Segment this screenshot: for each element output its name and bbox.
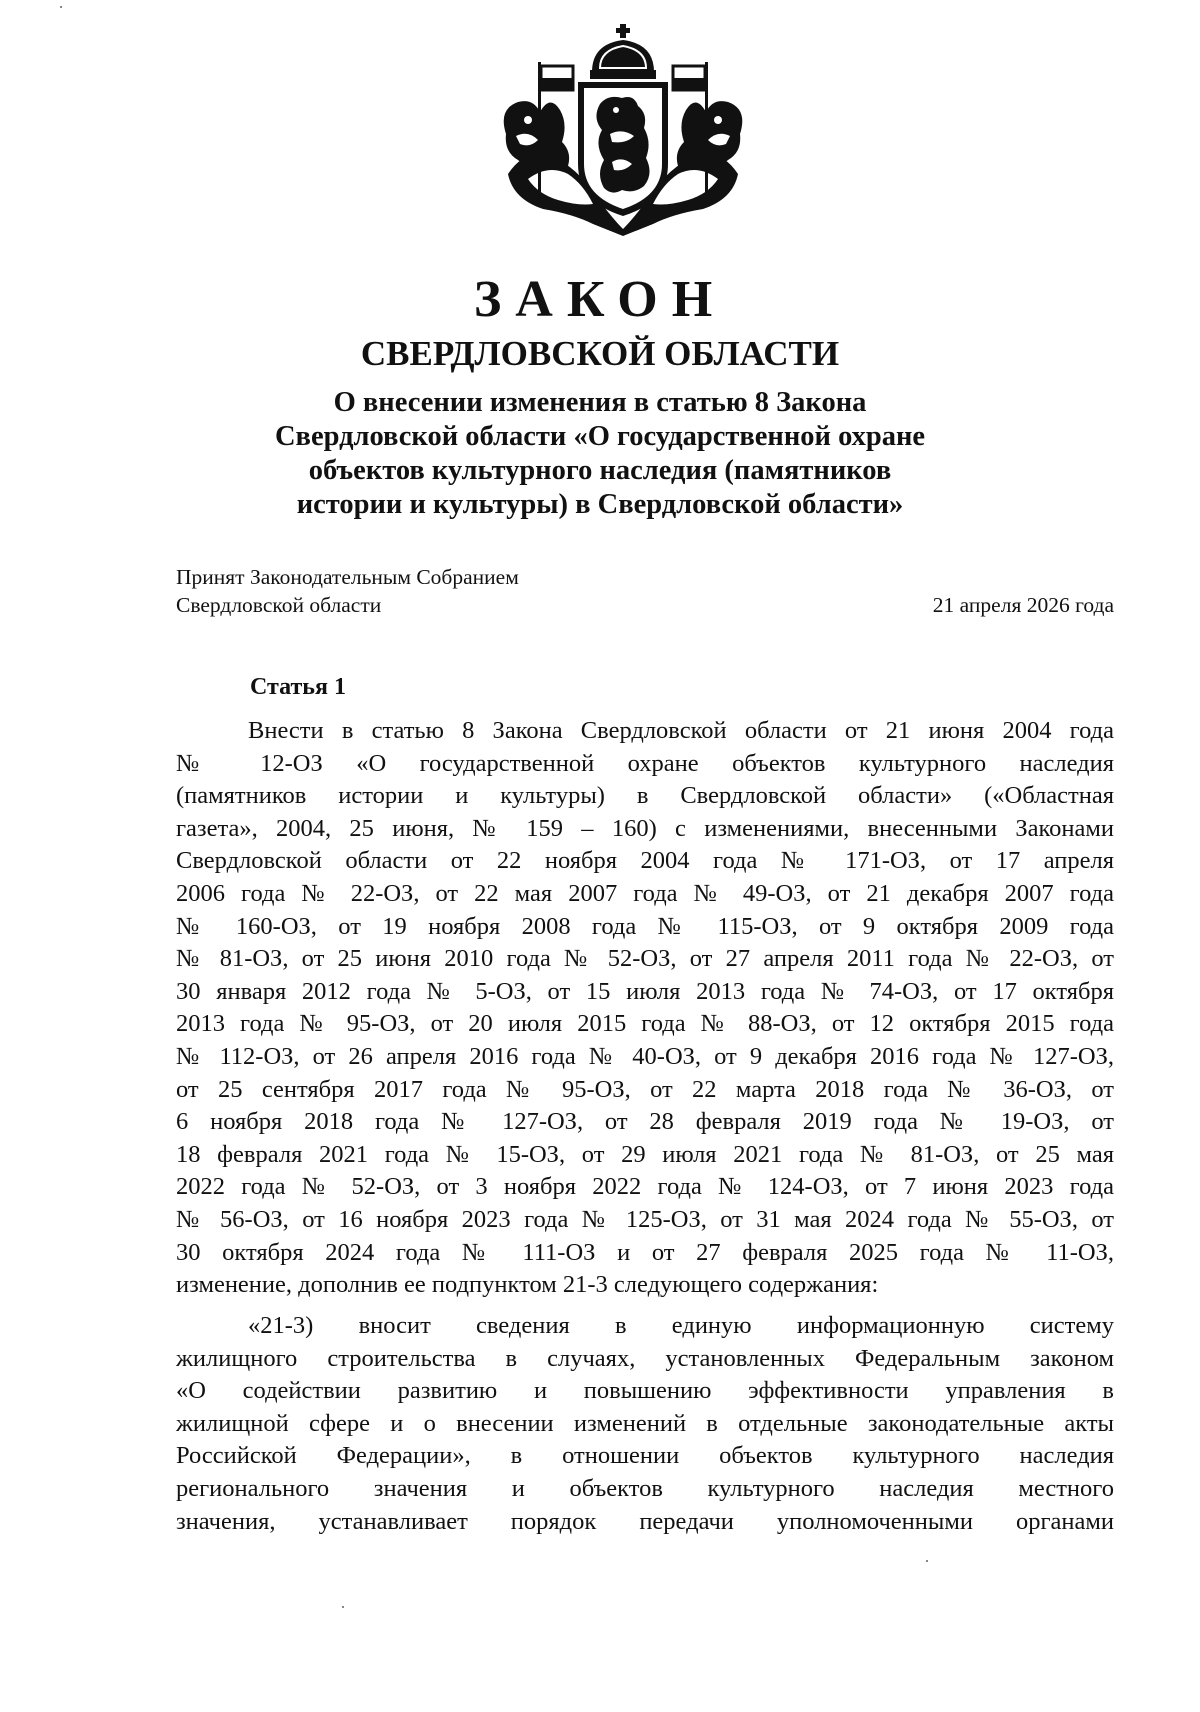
text-line: значения, устанавливает порядок передачи уполномоченными органами — [176, 1507, 1114, 1535]
article-paragraph-2 — [176, 1310, 1114, 1538]
text-line: изменение, дополнив ее подпунктом 21-3 следующего содержания: — [176, 1271, 879, 1299]
law-subject-line: истории и культуры) в Свердловской области» — [296, 489, 904, 520]
coat-of-arms-icon — [488, 24, 758, 238]
text-line: (памятников истории и культуры) в Свердловской области» («Областная — [176, 782, 1114, 810]
adopted-by-line: Принят Законодательным Собранием — [176, 565, 519, 589]
text-line: «21-3) вносит сведения в единую информационную систему — [248, 1312, 1114, 1339]
text-line: № 112-ОЗ, от 26 апреля 2016 года № 40-ОЗ, от 9 декабря 2016 года № 127-ОЗ, — [176, 1042, 1114, 1070]
text-line: Российской Федерации», в отношении объектов культурного наследия — [176, 1442, 1114, 1470]
text-line: № 56-ОЗ, от 16 ноября 2023 года № 125-ОЗ, от 31 мая 2024 года № 55-ОЗ, от — [176, 1205, 1114, 1233]
adopted-by — [176, 563, 519, 619]
document-region: СВЕРДЛОВСКОЙ ОБЛАСТИ — [360, 334, 840, 373]
text-line: 2022 года № 52-ОЗ, от 3 ноября 2022 года № 124-ОЗ, от 7 июня 2023 года — [176, 1173, 1114, 1201]
text-line: регионального значения и объектов культурного наследия местного — [176, 1474, 1114, 1502]
text-line: № 160-ОЗ, от 19 ноября 2008 года № 115-ОЗ, от 9 октября 2009 года — [176, 912, 1114, 940]
adoption-date: 21 апреля 2026 года — [932, 593, 1114, 617]
scan-speck — [342, 1606, 344, 1608]
text-line: 18 февраля 2021 года № 15-ОЗ, от 29 июля 2021 года № 81-ОЗ, от 25 мая — [176, 1140, 1114, 1168]
adopted-by-line: Свердловской области — [176, 593, 382, 617]
text-line: «О содействии развитию и повышению эффективности управления в — [176, 1377, 1114, 1405]
text-line: Внести в статью 8 Закона Свердловской области от 21 июня 2004 года — [248, 717, 1114, 744]
law-subject-line: Свердловской области «О государственной охране — [274, 421, 926, 452]
text-line: газета», 2004, 25 июня, № 159 – 160) с изменениями, внесенными Законами — [176, 814, 1114, 842]
scan-speck — [60, 6, 62, 8]
law-subject — [230, 386, 970, 522]
document-title: ЗАКОН — [473, 271, 727, 328]
text-line: 2006 года № 22-ОЗ, от 22 мая 2007 года № 49-ОЗ, от 21 декабря 2007 года — [176, 879, 1114, 907]
text-line: № 81-ОЗ, от 25 июня 2010 года № 52-ОЗ, от 27 апреля 2011 года № 22-ОЗ, от — [176, 945, 1114, 973]
text-line: 30 октября 2024 года № 111-ОЗ и от 27 февраля 2025 года № 11-ОЗ, — [176, 1238, 1114, 1266]
article-paragraph-1 — [176, 715, 1114, 1302]
text-line: жилищного строительства в случаях, установленных Федеральным законом — [176, 1344, 1114, 1372]
text-line: от 25 сентября 2017 года № 95-ОЗ, от 22 марта 2018 года № 36-ОЗ, от — [176, 1075, 1114, 1103]
article-heading: Статья 1 — [250, 674, 346, 700]
scan-speck — [926, 1560, 928, 1562]
text-line: 6 ноября 2018 года № 127-ОЗ, от 28 февраля 2019 года № 19-ОЗ, от — [176, 1108, 1114, 1136]
text-line: 2013 года № 95-ОЗ, от 20 июля 2015 года № 88-ОЗ, от 12 октября 2015 года — [176, 1010, 1114, 1038]
text-line: жилищной сфере и о внесении изменений в отдельные законодательные акты — [176, 1409, 1114, 1437]
law-subject-line: объектов культурного наследия (памятников — [308, 455, 892, 486]
text-line: Свердловской области от 22 ноября 2004 года № 171-ОЗ, от 17 апреля — [176, 847, 1114, 875]
text-line: № 12-ОЗ «О государственной охране объектов культурного наследия — [176, 749, 1114, 777]
text-line: 30 января 2012 года № 5-ОЗ, от 15 июля 2013 года № 74-ОЗ, от 17 октября — [176, 977, 1114, 1005]
law-subject-line: О внесении изменения в статью 8 Закона — [333, 387, 867, 418]
